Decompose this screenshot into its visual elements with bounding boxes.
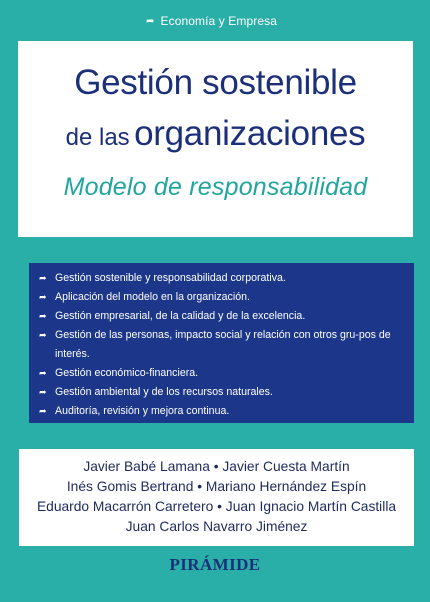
arrow-icon: ➦: [39, 273, 47, 283]
topic-item: [39, 364, 404, 383]
topic-text: Gestión ambiental y de los recursos naturales.: [55, 386, 273, 398]
topic-item: [39, 402, 404, 421]
series-text: Economía y Empresa: [160, 14, 277, 28]
topic-item: [39, 288, 404, 307]
book-title-line2: [18, 114, 413, 154]
series-label: [146, 14, 277, 28]
authors-panel: [19, 449, 414, 546]
arrow-icon: ➦: [39, 330, 47, 340]
topic-item: [39, 383, 404, 402]
arrow-icon: ➦: [39, 311, 47, 321]
book-title-main: organizaciones: [134, 114, 366, 153]
topic-item: [39, 307, 404, 326]
arrow-icon: ➦: [39, 368, 47, 378]
topic-text: Gestión empresarial, de la calidad y de la excelencia.: [55, 310, 306, 322]
arrow-icon: ➦: [39, 387, 47, 397]
authors-line: Eduardo Macarrón Carretero • Juan Ignacio Martín Castilla: [36, 499, 397, 514]
authors-line: Inés Gomis Bertrand • Mariano Hernández Espín: [66, 479, 367, 494]
topics-panel: [29, 263, 414, 423]
topic-text: Gestión sostenible y responsabilidad corporativa.: [55, 272, 286, 284]
title-panel: [18, 41, 413, 237]
book-title-prefix: de las: [65, 124, 130, 151]
arrow-icon: ➦: [39, 292, 47, 302]
topic-text: Gestión de las personas, impacto social y relación con otros gru-pos de interés.: [55, 329, 391, 360]
arrow-icon: ➦: [146, 15, 155, 27]
authors-line: Javier Babé Lamana • Javier Cuesta Martín: [83, 459, 350, 474]
publisher-logo: PIRÁMIDE: [169, 555, 261, 574]
arrow-icon: ➦: [39, 406, 47, 416]
topic-item: [39, 326, 404, 364]
authors-line: Juan Carlos Navarro Jiménez: [125, 519, 308, 534]
book-title-line1: Gestión sostenible: [74, 63, 357, 102]
topic-item: [39, 269, 404, 288]
topic-text: Gestión económico-financiera.: [55, 367, 199, 379]
topic-text: Auditoría, revisión y mejora continua.: [55, 405, 230, 417]
book-subtitle: Modelo de responsabilidad: [63, 173, 368, 201]
topic-text: Aplicación del modelo en la organización.: [55, 291, 250, 303]
